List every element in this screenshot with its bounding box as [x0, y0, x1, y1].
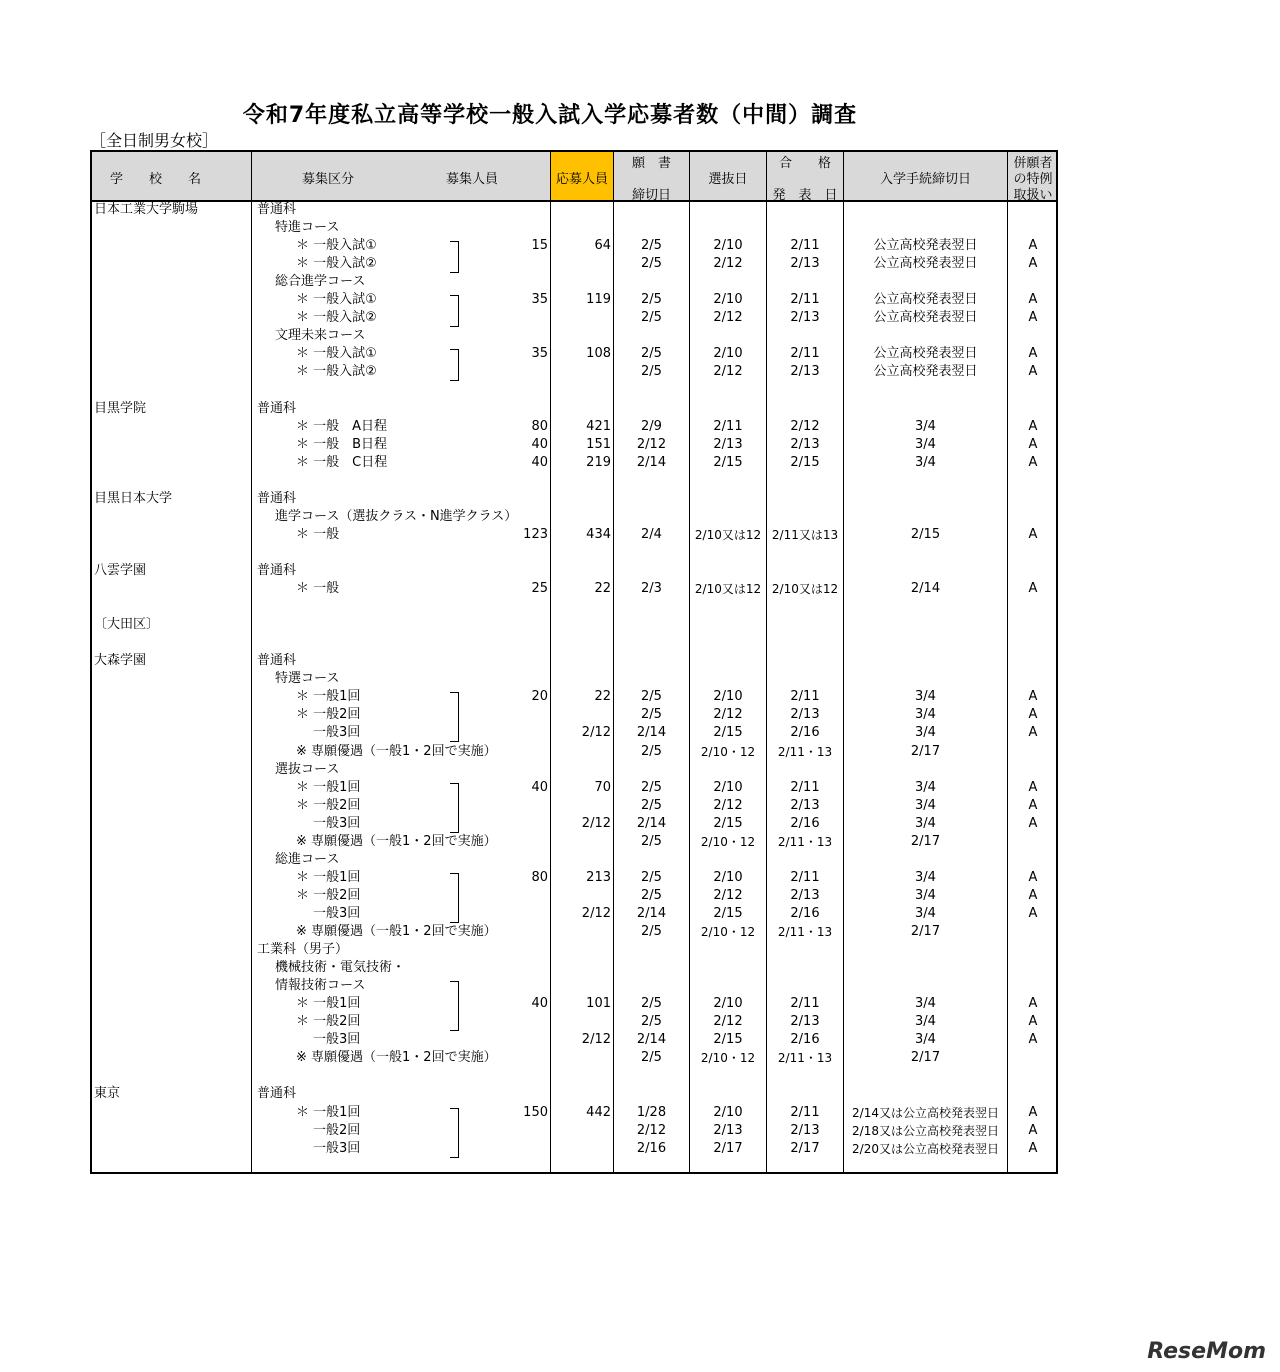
cell-dual: A: [1028, 238, 1038, 254]
cell-dl: 2/5: [641, 238, 662, 254]
cell-dl: 2/5: [641, 743, 662, 759]
category-label: 一般3回: [313, 1140, 361, 1156]
school-name: 大森学園: [94, 653, 147, 669]
cell-proc: 3/4: [915, 815, 936, 831]
cell-ex: 2/10: [713, 996, 743, 1012]
category-label: ※ 専願優遇（一般1・2回で実施）: [296, 924, 497, 939]
cell-proc: 3/4: [915, 707, 936, 723]
cell-ex: 2/12: [713, 887, 743, 903]
cell-ex: 2/13: [713, 1122, 743, 1138]
header-dual-mid: の特例: [1013, 172, 1053, 187]
category-label: ＊ 一般1回: [296, 996, 361, 1012]
cell-dual: A: [1028, 869, 1038, 885]
cell-dl: 2/14: [636, 905, 667, 921]
cell-dl: 2/5: [641, 887, 662, 903]
cell-res: 2/11: [790, 292, 820, 308]
cell-dual: A: [1028, 779, 1038, 795]
cell-app: 434: [586, 526, 611, 542]
category-label: 一般2回: [313, 1122, 361, 1138]
cell-cap: 80: [531, 869, 548, 885]
cell-proc: 3/4: [915, 418, 936, 434]
cell-res: 2/11・13: [777, 1051, 833, 1066]
cell-res: 2/11: [790, 346, 820, 362]
cell-proc: 3/4: [915, 797, 936, 813]
cell-ex: 2/10: [713, 1104, 743, 1120]
category-label: ＊ 一般入試②: [296, 364, 377, 380]
cell-res: 2/11: [790, 1104, 820, 1120]
cell-res: 2/13: [790, 887, 820, 903]
cell-ex: 2/10: [713, 292, 743, 308]
header-procedure: 入学手続締切日: [879, 172, 971, 187]
category-label: ＊ 一般2回: [296, 887, 361, 903]
cell-cap: 20: [531, 689, 548, 705]
cell-proc: 公立高校発表翌日: [873, 256, 978, 272]
cell-cap: 123: [523, 526, 548, 542]
cell-ex: 2/12: [713, 364, 743, 380]
cell-ex: 2/12: [713, 797, 743, 813]
cell-res: 2/13: [790, 1014, 820, 1030]
col-divider: [251, 150, 252, 1174]
cell-app: 64: [594, 238, 611, 254]
cell-dual: A: [1028, 815, 1038, 831]
group-bracket: [450, 349, 459, 381]
cell-dual: A: [1028, 887, 1038, 903]
cell-dual: A: [1028, 1104, 1038, 1120]
cell-dual: A: [1028, 526, 1038, 542]
cell-app: 108: [586, 346, 611, 362]
cell-res: 2/11又は13: [771, 527, 839, 542]
cell-res: 2/11: [790, 689, 820, 705]
school-name: 日本工業大学駒場: [94, 202, 199, 217]
cell-cap: 35: [531, 346, 548, 362]
cell-app: 22: [594, 689, 611, 705]
category-label: 特進コース: [275, 220, 340, 236]
cell-dual: A: [1028, 418, 1038, 434]
cell-dual: A: [1028, 996, 1038, 1012]
cell-proc: 2/17: [910, 743, 941, 759]
cell-dual: A: [1028, 797, 1038, 813]
cell-cap: 15: [531, 238, 548, 254]
cell-ex: 2/10・12: [700, 834, 756, 849]
header-divider: [90, 200, 1058, 202]
cell-res: 2/13: [790, 797, 820, 813]
cell-app: 2/12: [581, 815, 611, 831]
category-label: ＊ 一般1回: [296, 779, 361, 795]
logo: ReseMom: [1147, 1339, 1266, 1364]
category-label: 一般3回: [313, 725, 361, 741]
cell-dl: 2/5: [641, 924, 662, 939]
cell-ex: 2/10・12: [700, 925, 756, 939]
cell-res: 2/16: [790, 725, 820, 741]
cell-ex: 2/10: [713, 779, 743, 795]
cell-proc: 3/4: [915, 996, 936, 1012]
category-label: 普通科: [257, 202, 297, 217]
category-label: 工業科（男子）: [257, 942, 349, 958]
cell-dl: 2/14: [636, 815, 667, 831]
category-label: 選抜コース: [275, 761, 340, 777]
cell-proc: 2/14: [910, 581, 941, 597]
cell-proc: 2/14又は公立高校発表翌日: [852, 1105, 999, 1120]
cell-dual: A: [1028, 725, 1038, 741]
cell-res: 2/11: [790, 238, 820, 254]
category-label: 普通科: [257, 653, 297, 669]
cell-res: 2/11: [790, 869, 820, 885]
cell-dl: 2/14: [636, 454, 667, 470]
category-label: 情報技術コース: [275, 978, 366, 994]
cell-app: 219: [586, 454, 611, 470]
category-label: ＊ 一般2回: [296, 1014, 361, 1030]
cell-dl: 2/5: [641, 996, 662, 1012]
subtitle: ［全日制男女校］: [90, 131, 219, 150]
cell-ex: 2/11: [713, 418, 743, 434]
cell-ex: 2/10又は12: [694, 582, 762, 597]
cell-proc: 3/4: [915, 725, 936, 741]
category-label: 普通科: [257, 400, 297, 416]
cell-cap: 80: [531, 418, 548, 434]
cell-ex: 2/15: [713, 905, 743, 921]
cell-ex: 2/10: [713, 238, 743, 254]
category-label: ＊ 一般 C日程: [296, 454, 388, 470]
cell-dl: 2/16: [636, 1140, 667, 1156]
cell-dl: 2/5: [641, 1050, 662, 1066]
school-name: 八雲学園: [94, 563, 147, 578]
cell-res: 2/11: [790, 996, 820, 1012]
cell-ex: 2/13: [713, 436, 743, 452]
cell-proc: 3/4: [915, 1032, 936, 1048]
cell-dl: 2/14: [636, 1032, 667, 1048]
cell-dl: 2/5: [641, 779, 662, 795]
cell-app: 213: [586, 869, 611, 885]
header-deadline-bottom: 締切日: [631, 188, 671, 203]
category-label: 普通科: [257, 490, 297, 506]
cell-cap: 40: [531, 779, 548, 795]
cell-app: 70: [594, 779, 611, 795]
cell-app: 421: [586, 418, 611, 434]
cell-app: 2/12: [581, 905, 611, 921]
category-label: ＊ 一般入試①: [296, 238, 377, 254]
header-dual-top: 併願者: [1013, 156, 1053, 171]
cell-res: 2/11・13: [777, 834, 833, 849]
cell-ex: 2/10: [713, 869, 743, 885]
cell-res: 2/13: [790, 256, 820, 272]
category-label: ＊ 一般 A日程: [296, 418, 388, 434]
cell-ex: 2/12: [713, 1014, 743, 1030]
cell-cap: 40: [531, 996, 548, 1012]
cell-proc: 3/4: [915, 779, 936, 795]
cell-dual: A: [1028, 689, 1038, 705]
school-name: 東京: [94, 1086, 121, 1102]
cell-dual: A: [1028, 292, 1038, 308]
category-label: ＊ 一般1回: [296, 689, 361, 705]
cell-proc: 公立高校発表翌日: [873, 364, 978, 380]
cell-dl: 2/5: [641, 689, 662, 705]
cell-cap: 25: [531, 581, 548, 597]
category-label: ＊ 一般入試①: [296, 292, 377, 308]
cell-dl: 2/12: [636, 436, 667, 452]
cell-app: 101: [586, 996, 611, 1012]
cell-dual: A: [1028, 581, 1038, 597]
cell-dual: A: [1028, 1032, 1038, 1048]
cell-dl: 2/5: [641, 869, 662, 885]
category-label: ＊ 一般1回: [296, 1104, 361, 1120]
group-bracket: [450, 873, 459, 923]
cell-ex: 2/15: [713, 1032, 743, 1048]
cell-cap: 35: [531, 292, 548, 308]
category-label: ※ 専願優遇（一般1・2回で実施）: [296, 1050, 497, 1066]
category-label: 特選コース: [275, 671, 340, 687]
cell-proc: 3/4: [915, 887, 936, 903]
cell-dl: 2/4: [641, 526, 662, 542]
cell-dual: A: [1028, 310, 1038, 326]
cell-proc: 3/4: [915, 905, 936, 921]
cell-cap: 150: [523, 1104, 548, 1120]
cell-dl: 2/5: [641, 310, 662, 326]
category-label: ＊ 一般入試①: [296, 346, 377, 362]
cell-proc: 3/4: [915, 869, 936, 885]
cell-dl: 2/12: [636, 1122, 667, 1138]
cell-res: 2/13: [790, 310, 820, 326]
cell-dual: A: [1028, 1122, 1038, 1138]
category-label: 普通科: [257, 1086, 297, 1102]
cell-res: 2/13: [790, 707, 820, 723]
category-label: 総進コース: [275, 851, 340, 867]
cell-res: 2/11: [790, 779, 820, 795]
category-label: 文理未来コース: [275, 328, 366, 344]
category-label: 進学コース（選抜クラス・N進学クラス）: [275, 508, 518, 524]
cell-res: 2/11・13: [777, 744, 833, 759]
cell-ex: 2/15: [713, 454, 743, 470]
cell-app: 151: [586, 436, 611, 452]
header-exam: 選抜日: [708, 172, 748, 187]
category-label: ※ 専願優遇（一般1・2回で実施）: [296, 743, 497, 759]
cell-res: 2/13: [790, 436, 820, 452]
group-bracket: [450, 981, 459, 1031]
cell-proc: 公立高校発表翌日: [873, 310, 978, 326]
category-label: ＊ 一般入試②: [296, 310, 377, 326]
cell-ex: 2/10又は12: [694, 527, 762, 542]
cell-res: 2/13: [790, 1122, 820, 1138]
header-category: 募集区分: [302, 172, 355, 187]
category-label: ＊ 一般: [296, 581, 340, 597]
cell-app: 119: [586, 292, 611, 308]
cell-proc: 2/17: [910, 833, 941, 849]
cell-ex: 2/10: [713, 689, 743, 705]
cell-proc: 公立高校発表翌日: [873, 292, 978, 308]
group-bracket: [450, 783, 459, 833]
group-bracket: [450, 692, 459, 742]
cell-dl: 2/5: [641, 1014, 662, 1030]
cell-dl: 2/5: [641, 346, 662, 362]
header-deadline-top: 願 書: [631, 156, 671, 171]
cell-ex: 2/12: [713, 707, 743, 723]
cell-dual: A: [1028, 454, 1038, 470]
category-label: ＊ 一般2回: [296, 797, 361, 813]
cell-dual: A: [1028, 1014, 1038, 1030]
cell-app: 442: [586, 1104, 611, 1120]
school-name: 〔大田区〕: [94, 617, 160, 633]
cell-proc: 3/4: [915, 454, 936, 470]
school-name: 目黒日本大学: [94, 490, 173, 506]
cell-ex: 2/15: [713, 725, 743, 741]
cell-res: 2/17: [790, 1140, 820, 1156]
cell-dl: 2/5: [641, 256, 662, 272]
cell-dual: A: [1028, 707, 1038, 723]
cell-ex: 2/10: [713, 346, 743, 362]
cell-dl: 2/9: [641, 418, 662, 434]
cell-res: 2/10又は12: [771, 582, 839, 597]
cell-ex: 2/17: [713, 1140, 743, 1156]
cell-res: 2/16: [790, 1032, 820, 1048]
category-label: 一般3回: [313, 1032, 361, 1048]
cell-ex: 2/10・12: [700, 744, 756, 759]
cell-proc: 2/18又は公立高校発表翌日: [852, 1123, 999, 1138]
cell-dl: 2/5: [641, 707, 662, 723]
cell-proc: 2/17: [910, 924, 941, 939]
cell-app: 2/12: [581, 1032, 611, 1048]
header-applicants: 応募人員: [555, 172, 608, 187]
category-label: 一般3回: [313, 815, 361, 831]
category-label: 機械技術・電気技術・: [275, 960, 406, 976]
cell-cap: 40: [531, 436, 548, 452]
cell-dual: A: [1028, 1140, 1038, 1156]
group-bracket: [450, 295, 459, 327]
page-title: 令和7年度私立高等学校一般入試入学応募者数（中間）調査: [242, 103, 858, 128]
cell-dl: 1/28: [636, 1104, 667, 1120]
cell-dual: A: [1028, 256, 1038, 272]
cell-dl: 2/14: [636, 725, 667, 741]
cell-proc: 2/20又は公立高校発表翌日: [852, 1141, 999, 1156]
header-result-bottom: 発 表 日: [772, 188, 838, 203]
cell-proc: 3/4: [915, 436, 936, 452]
cell-proc: 3/4: [915, 689, 936, 705]
cell-res: 2/16: [790, 815, 820, 831]
category-label: ＊ 一般: [296, 526, 340, 542]
header-school: 学 校 名: [110, 172, 202, 187]
cell-dual: A: [1028, 364, 1038, 380]
group-bracket: [450, 241, 459, 273]
cell-app: 2/12: [581, 725, 611, 741]
school-name: 目黒学院: [94, 400, 147, 416]
cell-proc: 公立高校発表翌日: [873, 238, 978, 254]
cell-dl: 2/3: [641, 581, 662, 597]
cell-dl: 2/5: [641, 292, 662, 308]
cell-proc: 2/15: [910, 526, 941, 542]
cell-ex: 2/12: [713, 256, 743, 272]
cell-res: 2/11・13: [777, 925, 833, 939]
cell-dl: 2/5: [641, 797, 662, 813]
cell-app: 22: [594, 581, 611, 597]
category-label: ＊ 一般入試②: [296, 256, 377, 272]
category-label: ※ 専願優遇（一般1・2回で実施）: [296, 833, 497, 849]
cell-dual: A: [1028, 346, 1038, 362]
cell-proc: 公立高校発表翌日: [873, 346, 978, 362]
header-result-top: 合 格: [778, 156, 831, 171]
cell-ex: 2/12: [713, 310, 743, 326]
cell-proc: 3/4: [915, 1014, 936, 1030]
category-label: ＊ 一般 B日程: [296, 436, 388, 452]
header-capacity: 募集人員: [446, 172, 499, 187]
category-label: 普通科: [257, 563, 297, 578]
cell-proc: 2/17: [910, 1050, 941, 1066]
cell-res: 2/16: [790, 905, 820, 921]
cell-dual: A: [1028, 905, 1038, 921]
cell-ex: 2/15: [713, 815, 743, 831]
group-bracket: [450, 1108, 459, 1158]
category-label: 一般3回: [313, 905, 361, 921]
header-dual-bottom: 取扱い: [1013, 188, 1053, 203]
cell-dl: 2/5: [641, 833, 662, 849]
col-divider: [550, 150, 551, 1174]
cell-res: 2/12: [790, 418, 820, 434]
category-label: ＊ 一般2回: [296, 707, 361, 723]
category-label: ＊ 一般1回: [296, 869, 361, 885]
category-label: 総合進学コース: [275, 274, 366, 290]
cell-dl: 2/5: [641, 364, 662, 380]
cell-ex: 2/10・12: [700, 1051, 756, 1066]
cell-dual: A: [1028, 436, 1038, 452]
cell-res: 2/13: [790, 364, 820, 380]
cell-cap: 40: [531, 454, 548, 470]
cell-res: 2/15: [790, 454, 820, 470]
